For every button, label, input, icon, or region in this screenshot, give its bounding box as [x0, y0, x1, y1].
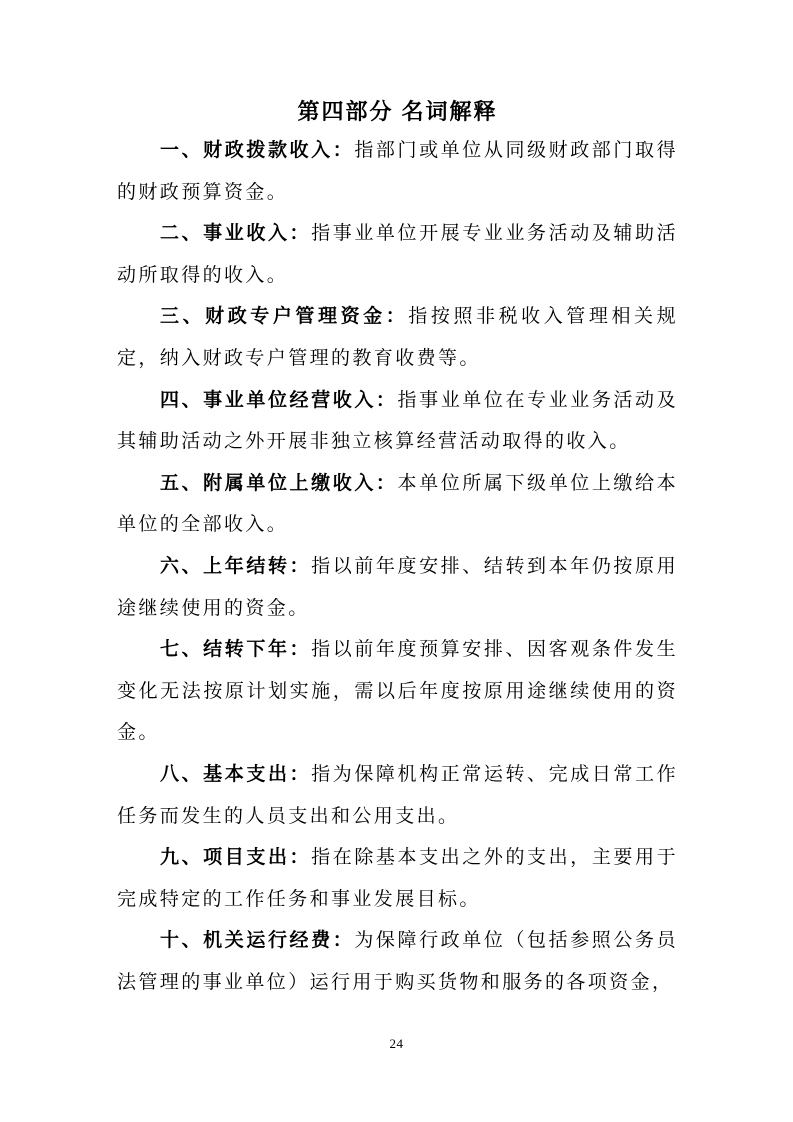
term-label: 三、财政专户管理资金：	[160, 306, 409, 328]
page-title: 第四部分 名词解释	[297, 99, 498, 124]
term-paragraph	[117, 629, 678, 754]
term-paragraph	[117, 546, 678, 629]
term-definition: 指为保障机构正常运转、完成日常工作任务而发生的人员支出和公用支出。	[117, 763, 678, 827]
term-label: 五、附属单位上缴收入：	[160, 472, 398, 494]
term-label: 八、基本支出：	[160, 763, 312, 785]
term-definition: 本单位所属下级单位上缴给本单位的全部收入。	[117, 472, 679, 536]
term-definition: 指事业单位在专业业务活动及其辅助活动之外开展非独立核算经营活动取得的收入。	[117, 389, 679, 453]
term-paragraph	[117, 754, 678, 837]
term-paragraph	[117, 463, 678, 546]
term-paragraph	[117, 296, 678, 379]
term-definition: 指事业单位开展专业业务活动及辅助活动所取得的收入。	[117, 223, 678, 286]
term-label: 一、财政拨款收入：	[160, 140, 355, 161]
term-paragraph	[117, 920, 678, 1003]
term-definition: 指按照非税收入管理相关规定，纳入财政专户管理的教育收费等。	[117, 306, 678, 369]
term-paragraph	[117, 130, 678, 213]
term-paragraph	[117, 380, 678, 463]
term-paragraph	[117, 837, 678, 920]
term-definition: 指以前年度安排、结转到本年仍按原用途继续使用的资金。	[117, 555, 678, 619]
term-paragraph	[117, 213, 678, 296]
term-definition: 指以前年度预算安排、因客观条件发生变化无法按原计划实施，需以后年度按原用途继续使用的资金。	[117, 639, 678, 744]
term-label: 七、结转下年：	[160, 639, 312, 661]
term-label: 十、机关运行经费：	[160, 930, 355, 952]
document-body	[117, 94, 678, 1003]
term-definition: 指部门或单位从同级财政部门取得的财政预算资金。	[117, 140, 678, 203]
term-label: 六、上年结转：	[160, 555, 312, 577]
page-number: 24	[389, 1036, 404, 1051]
term-definition: 为保障行政单位（包括参照公务员法管理的事业单位）运行用于购买货物和服务的各项资金，	[117, 930, 678, 993]
term-definition: 指在除基本支出之外的支出，主要用于完成特定的工作任务和事业发展目标。	[117, 847, 678, 910]
term-label: 二、事业收入：	[160, 223, 312, 245]
term-label: 九、项目支出：	[160, 847, 312, 869]
term-label: 四、事业单位经营收入：	[160, 389, 398, 411]
